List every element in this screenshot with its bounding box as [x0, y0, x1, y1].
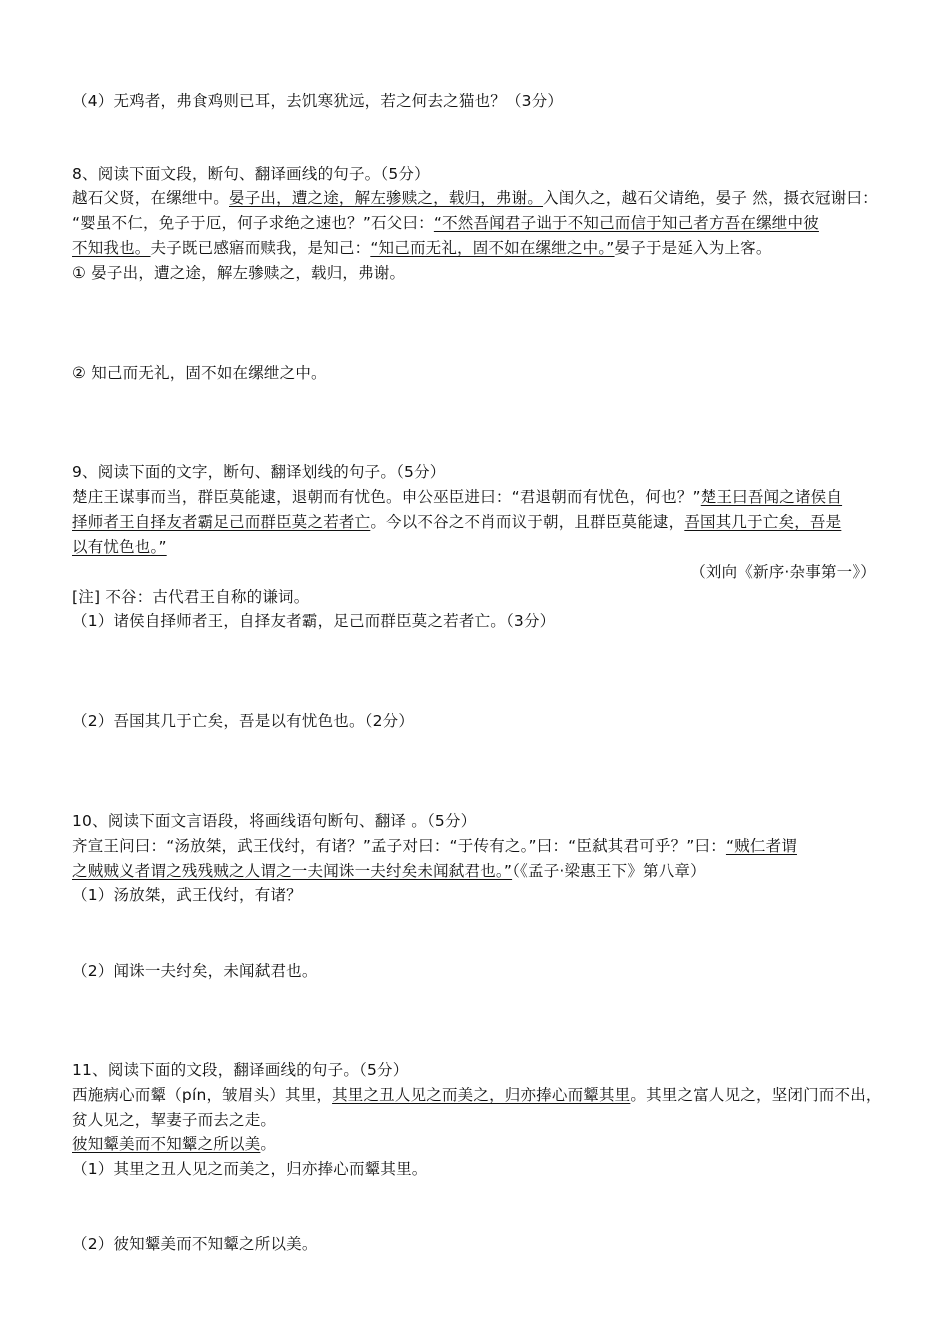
question-8-heading: 8、阅读下面文段，断句、翻译画线的句子。（5分）	[72, 165, 430, 183]
passage-text: 晏子于是延入为上客。	[614, 239, 772, 257]
annotation-note: [注] 不谷：古代君王自称的谦词。	[72, 588, 310, 606]
underlined-sentence: 以有忧色也。”	[72, 538, 167, 556]
underlined-sentence: “知己而无礼，固不如在缧绁之中。”	[370, 239, 615, 257]
source-citation: （刘向《新序·杂事第一》）	[690, 563, 876, 581]
question-11-item-1: （1）其里之丑人见之而美之，归亦捧心而颦其里。	[72, 1160, 428, 1178]
underlined-sentence: “不然吾闻君子诎于不知己而信于知己者方吾在缧绁中彼	[433, 214, 819, 232]
passage-10-line-2	[72, 860, 706, 882]
passage-10-line-1	[72, 835, 797, 857]
passage-11-line-3	[72, 1133, 276, 1155]
question-11-heading: 11、阅读下面的文段，翻译画线的句子。（5分）	[72, 1061, 409, 1079]
passage-8-line-1	[72, 187, 878, 209]
passage-text: 夫子既已感寤而赎我，是知己：	[150, 239, 371, 257]
question-8-item-1: ① 晏子出，遭之途，解左骖赎之，载归，弗谢。	[72, 264, 406, 282]
passage-8-line-3	[72, 237, 772, 259]
underlined-sentence: 择师者王自择友者霸足己而群臣莫之若者亡	[72, 513, 371, 531]
question-7-item-4: （4）无鸡者，弗食鸡则已耳，去饥寒犹远，若之何去之猫也？（3分）	[72, 92, 564, 110]
underlined-sentence: 吾国其几于亡矣，吾是	[684, 513, 842, 531]
underlined-sentence: 其里之丑人见之而美之，归亦捧心而颦其里	[332, 1086, 631, 1104]
passage-text: 。	[260, 1135, 277, 1153]
question-10-item-1: （1）汤放桀，武王伐纣，有诸？	[72, 886, 302, 904]
passage-text: 。今以不谷之不肖而议于朝，且群臣莫能逮，	[370, 513, 685, 531]
passage-11-line-2: 贫人见之，挈妻子而去之走。	[72, 1111, 277, 1129]
passage-8-line-2	[72, 212, 819, 234]
passage-text: 齐宣王问曰：“汤放桀，武王伐纣，有诸？”孟子对曰：“于传有之。”曰：“臣弑其君可乎？”曰：	[72, 837, 726, 855]
question-9-heading: 9、阅读下面的文字，断句、翻译划线的句子。（5分）	[72, 463, 446, 481]
underlined-sentence: 不知我也。	[72, 239, 151, 257]
underlined-sentence: 之贼贼义者谓之残残贼之人谓之一夫闻诛一夫纣矣未闻弑君也。”	[72, 862, 513, 880]
passage-text: 西施病心而颦（pín，皱眉头）其里，	[72, 1086, 333, 1104]
question-11-item-2: （2）彼知颦美而不知颦之所以美。	[72, 1235, 318, 1253]
passage-text: 。其里之富人见之，坚闭门而不出，	[630, 1086, 882, 1104]
passage-11-line-1	[72, 1084, 882, 1106]
passage-9-line-3	[72, 536, 167, 558]
underlined-sentence: 彼知颦美而不知颦之所以美	[72, 1135, 261, 1153]
underlined-sentence: “贼仁者谓	[725, 837, 797, 855]
underlined-sentence: 楚王曰吾闻之诸侯自	[700, 488, 843, 506]
passage-text: 楚庄王谋事而当，群臣莫能逮，退朝而有忧色。申公巫臣进曰：“君退朝而有忧色，何也？”	[72, 488, 701, 506]
passage-9-line-1	[72, 486, 842, 508]
question-9-item-1: （1）诸侯自择师者王，自择友者霸，足己而群臣莫之若者亡。（3分）	[72, 612, 556, 630]
passage-text: 入闺久之，越石父请绝，晏子 然，摄衣冠谢曰：	[543, 189, 878, 207]
question-8-item-2: ② 知己而无礼，固不如在缧绁之中。	[72, 364, 327, 382]
passage-9-line-2	[72, 511, 841, 533]
passage-text: “婴虽不仁，免子于厄，何子求绝之速也？”石父曰：	[72, 214, 434, 232]
passage-text: 越石父贤，在缧绁中。	[72, 189, 230, 207]
underlined-sentence: 晏子出，遭之途，解左骖赎之，载归，弗谢。	[229, 189, 544, 207]
question-10-item-2: （2）闻诛一夫纣矣，未闻弑君也。	[72, 962, 318, 980]
question-9-item-2: （2）吾国其几于亡矣，吾是以有忧色也。（2分）	[72, 712, 415, 730]
question-10-heading: 10、阅读下面文言语段，将画线语句断句、翻译 。（5分）	[72, 812, 477, 830]
source-citation: （《孟子·梁惠王下》第八章）	[512, 862, 706, 880]
